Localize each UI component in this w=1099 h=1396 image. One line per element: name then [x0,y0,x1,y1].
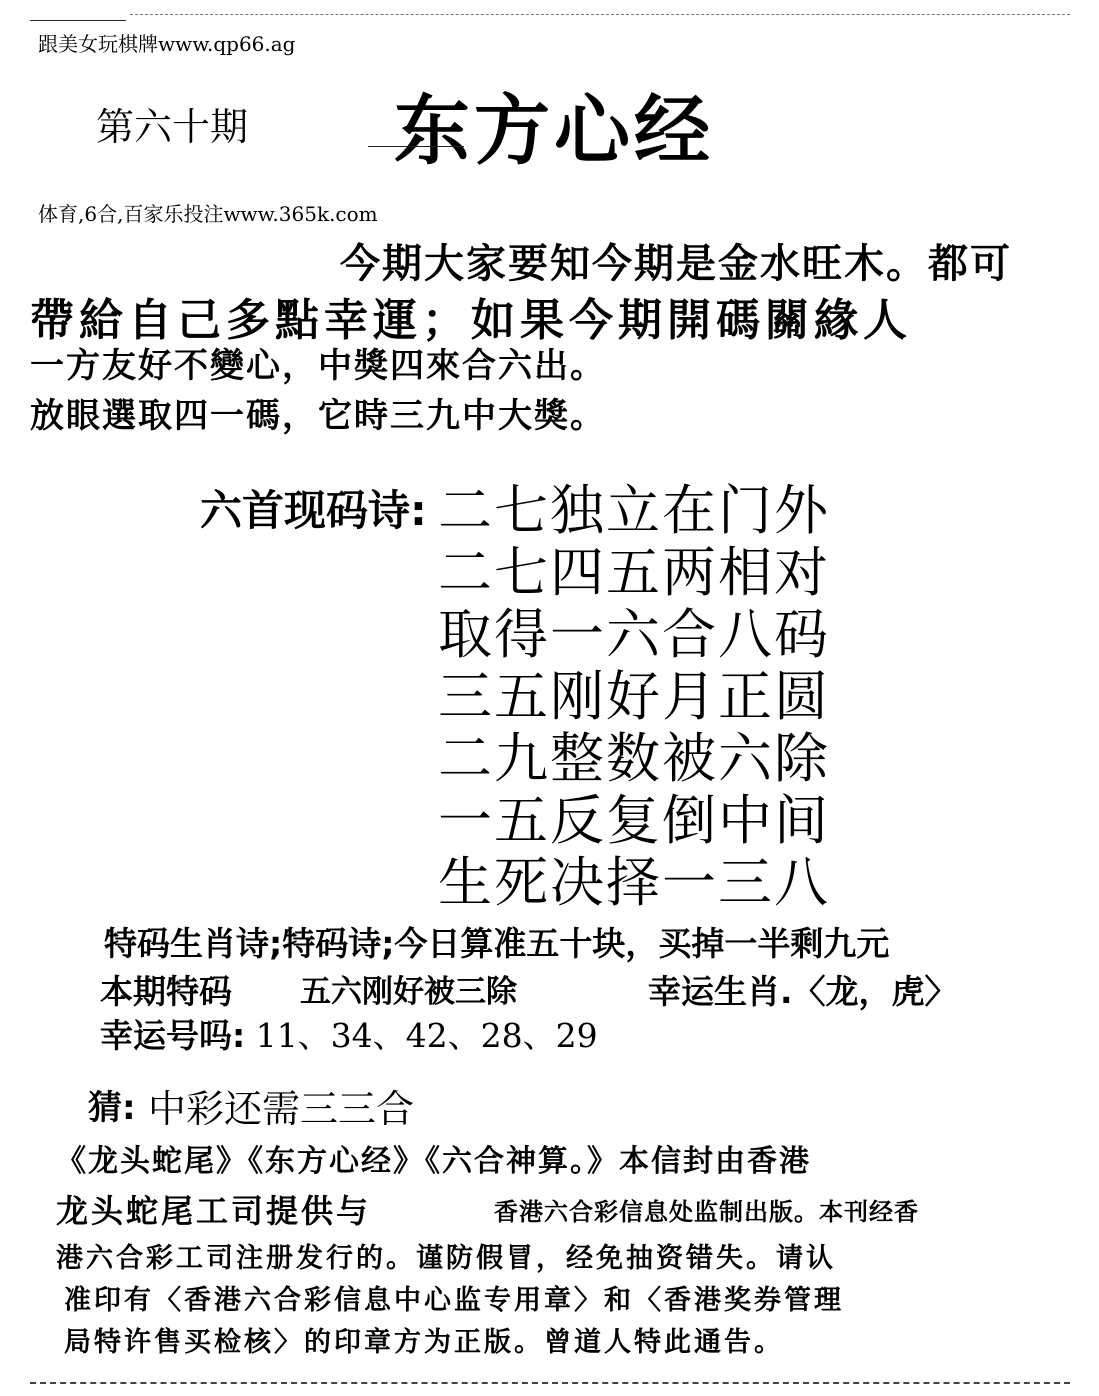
poem-line: 取得一六合八码 [438,603,830,666]
special-zodiac-poem: 特码生肖诗;特码诗;今日算准五十块，买掉一半剩九元 [104,924,890,963]
issue-number: 第六十期 [96,105,249,149]
notice-line: 局特许售买检核〉的印章方为正版。曾道人特此通告。 [64,1327,784,1358]
notice-line: 香港六合彩信息处监制出版。本刊经香 [494,1198,919,1226]
notice-line: 准印有〈香港六合彩信息中心监专用章〉和〈香港奖券管理 [64,1285,844,1316]
period-special-label: 本期特码 [100,972,232,1011]
bottom-dotted-border [30,1382,1070,1384]
poem-label: 六首现码诗: [200,486,427,535]
notice-line: 《龙头蛇尾》《东方心经》《六合神算。》本信封由香港 [56,1144,811,1179]
ad-banner-sub: 体育,6合,百家乐投注www.365k.com [38,202,378,226]
verse-line: 帶給自己多點幸運；如果今期開碼關緣人 [30,295,912,346]
notice-line: 港六合彩工司注册发行的。谨防假冒，经免抽资错失。请认 [56,1243,836,1274]
poem-line: 二九整数被六除 [438,727,830,790]
top-dotted-border [130,14,1070,15]
page-title: 东方心经 [394,86,714,175]
title-underline [368,146,464,147]
poem-line: 二七独立在门外 [438,479,830,542]
lucky-zodiac: 幸运生肖.〈龙，虎〉 [648,972,958,1011]
lucky-numbers-row [100,1010,598,1057]
verse-line: 今期大家要知今期是金水旺木。都可 [340,241,1012,287]
ad-banner-top: 跟美女玩棋牌www.qp66.ag [38,32,296,56]
lucky-numbers: 11、34、42、28、29 [245,1016,598,1055]
poem-line: 生死决择一三八 [438,851,830,914]
verse-line: 一方友好不變心，中獎四來合六出。 [30,346,606,386]
poem-line: 二七四五两相对 [438,541,830,604]
poem-line: 三五刚好月正圆 [438,665,830,728]
notice-line: 龙头蛇尾工司提供与 [56,1192,372,1230]
poem-line: 一五反复倒中间 [438,789,830,852]
lucky-numbers-label: 幸运号吗: [100,1016,246,1055]
guess-text: 中彩还需三三合 [148,1087,415,1131]
guess-label: 猜: [88,1088,136,1128]
top-rule [30,20,126,21]
period-special-text: 五六刚好被三除 [300,974,517,1010]
verse-line: 放眼選取四一碼，它時三九中大獎。 [30,396,606,436]
